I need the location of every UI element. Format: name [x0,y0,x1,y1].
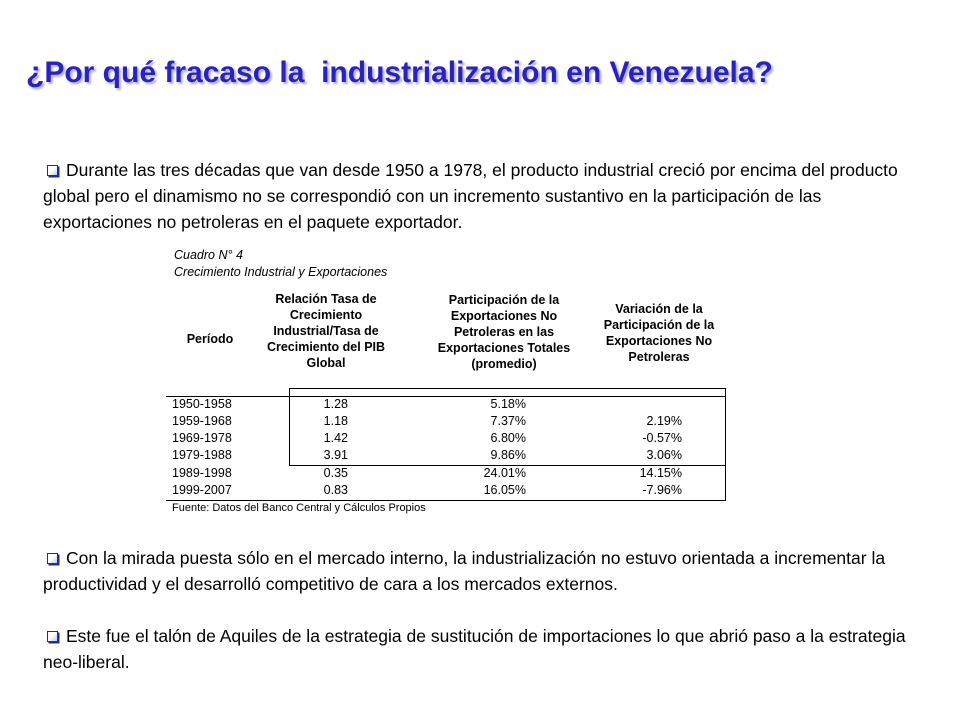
table-caption-number: Cuadro N° 4 [174,248,243,262]
bottom-rule [166,500,726,501]
bullet-text-2: Con la mirada puesta sólo en el mercado interno, la industrialización no estuvo orientada a incrementar la productividad y el desarrolló competitivo de cara a los mercados externos. [43,548,886,594]
bullet-paragraph-3 [43,623,923,675]
highlight-box-left [289,388,290,465]
row-export-share: 9.86% [490,448,526,462]
row-share-variation: 2.19% [646,414,682,428]
row-period: 1999-2007 [172,483,232,497]
row-growth-ratio: 1.18 [323,414,348,428]
header-growth-ratio: Relación Tasa de Crecimiento Industrial/Tasa de Crecimiento del PIB Global [266,292,386,370]
bullet-text-1: Durante las tres décadas que van desde 1950 a 1978, el producto industrial creció por encima del producto global pero el dinamismo no se correspondió con un incremento sustantivo en la participación de las exportaciones no petroleras en el paquete exportador. [43,160,898,232]
row-export-share: 6.80% [490,431,526,445]
row-period: 1969-1978 [172,431,232,445]
row-period: 1950-1958 [172,397,232,411]
row-share-variation: 14.15% [639,466,682,480]
row-export-share: 7.37% [490,414,526,428]
square-bullet-icon [47,631,58,642]
row-growth-ratio: 1.42 [323,431,348,445]
bullet-paragraph-2 [43,545,923,597]
row-period: 1979-1988 [172,448,232,462]
row-share-variation: -7.96% [642,483,682,497]
row-export-share: 24.01% [483,466,526,480]
table-caption-title: Crecimiento Industrial y Exportaciones [174,265,388,279]
row-growth-ratio: 0.83 [323,483,348,497]
row-export-share: 5.18% [490,397,526,411]
row-period: 1989-1998 [172,466,232,480]
table-right-border [725,388,726,501]
highlight-box-top [289,388,725,389]
page-title: ¿Por qué fracaso la industrialización en Venezuela? [26,56,773,89]
row-growth-ratio: 1.28 [323,397,348,411]
row-share-variation: 3.06% [646,448,682,462]
header-share-variation: Variación de la Participación de la Exportaciones No Petroleras [603,302,715,364]
table-source: Fuente: Datos del Banco Central y Cálculos Propios [172,502,426,514]
header-period: Período [186,332,234,346]
bullet-paragraph-1 [43,157,923,235]
row-growth-ratio: 0.35 [323,466,348,480]
row-period: 1959-1968 [172,414,232,428]
row-growth-ratio: 3.91 [323,448,348,462]
header-export-share: Participación de la Exportaciones No Petroleras en las Exportaciones Totales (promedio) [437,293,571,371]
square-bullet-icon [47,553,58,564]
row-export-share: 16.05% [483,483,526,497]
square-bullet-icon [47,165,58,176]
bullet-text-3: Este fue el talón de Aquiles de la estrategia de sustitución de importaciones lo que abrió paso a la estrategia neo-liberal. [43,626,906,672]
row-share-variation: -0.57% [642,431,682,445]
